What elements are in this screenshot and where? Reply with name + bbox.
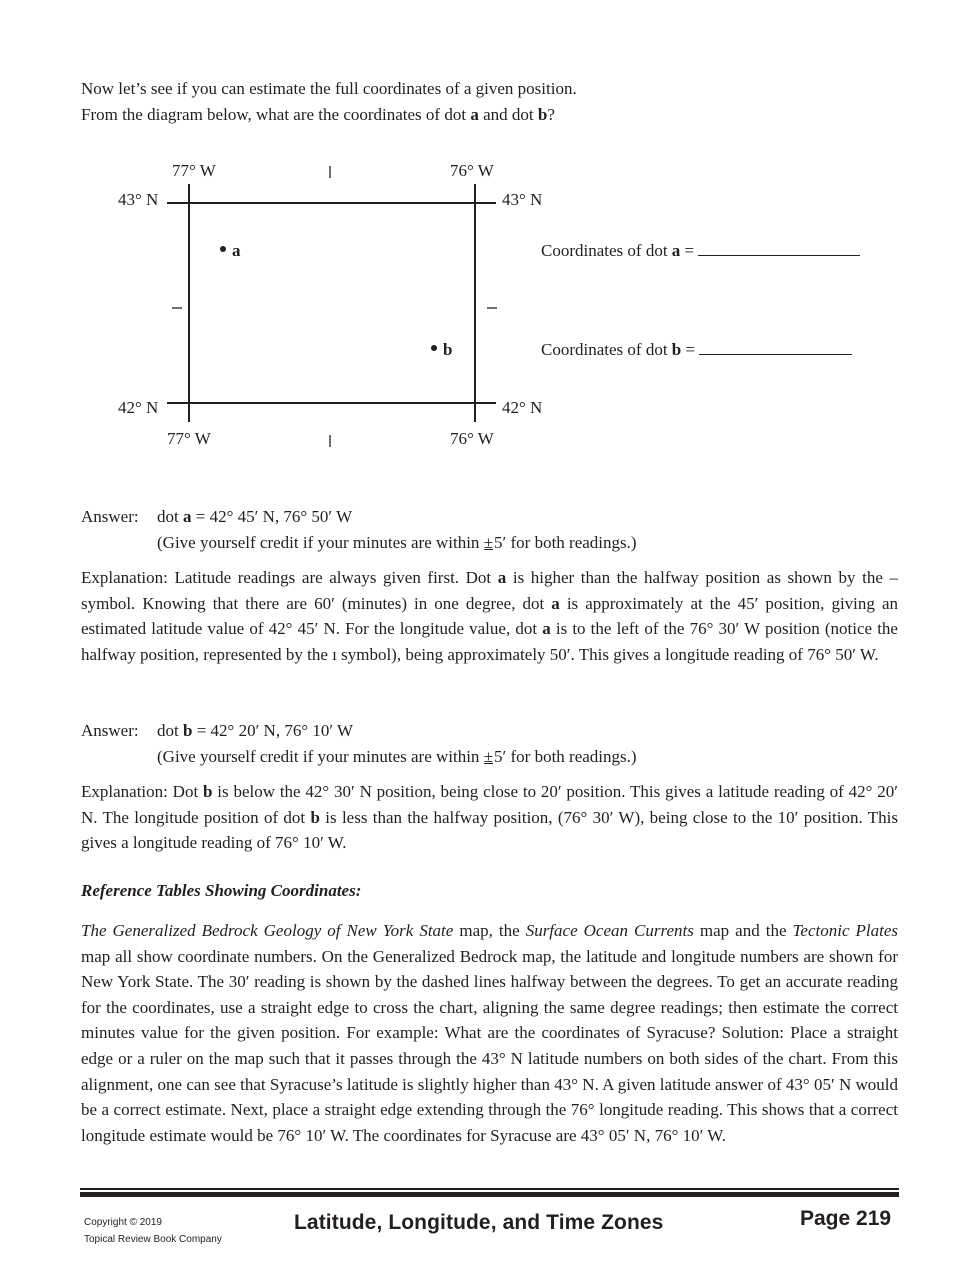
dot-a-label: a — [232, 241, 241, 260]
answer-a-block — [81, 504, 901, 556]
footer-rule-thick — [80, 1192, 899, 1197]
publisher-text: Topical Review Book Company — [84, 1234, 222, 1245]
answer-b-credit-note: (Give yourself credit if your minutes are within ±5′ for both readings.) — [157, 747, 637, 766]
intro-line-2: From the diagram below, what are the coordinates of dot a and dot b? — [81, 104, 555, 124]
footer-rule-thin — [80, 1188, 899, 1190]
answer-a-credit-note: (Give yourself credit if your minutes are within ±5′ for both readings.) — [157, 533, 637, 552]
intro-line-1: Now let’s see if you can estimate the full coordinates of a given position. — [81, 79, 577, 98]
label-left-top-lat: 43° N — [118, 190, 159, 209]
answer-a-value: dot a = 42° 45′ N, 76° 50′ W — [157, 507, 353, 526]
reference-heading: Reference Tables Showing Coordinates: — [81, 881, 362, 900]
label-top-right-lon: 76° W — [450, 161, 494, 180]
question-dot-b: Coordinates of dot b = — [541, 340, 852, 360]
copyright-text: Copyright © 2019 — [84, 1217, 162, 1228]
answer-b-block — [81, 718, 901, 770]
footer-copyright — [84, 1214, 222, 1248]
label-left-bottom-lat: 42° N — [118, 398, 159, 417]
label-right-top-lat: 43° N — [502, 190, 543, 209]
footer-page-number: Page 219 — [800, 1207, 892, 1230]
question-dot-a: Coordinates of dot a = — [541, 241, 860, 261]
label-top-left-lon: 77° W — [172, 161, 216, 180]
label-bottom-right-lon: 76° W — [450, 429, 494, 448]
dot-b-label: b — [443, 340, 453, 359]
dot-b-marker — [431, 345, 437, 351]
label-right-bottom-lat: 42° N — [502, 398, 543, 417]
answer-b-value: dot b = 42° 20′ N, 76° 10′ W — [157, 721, 354, 740]
reference-paragraph: The Generalized Bedrock Geology of New York State map, the Surface Ocean Currents map and the Tectonic Plates map all show coordinate numbers. On the Generalized Bedrock map, the latitude and longitude numbers are shown for New York State. The 30′ reading is shown by the dashed lines halfway between the degrees. To get an accurate reading for the coordinates, use a straight edge to cross the chart, aligning the same degree readings; then estimate the correct minutes value for the given position. For example: What are the coordinates of Syracuse? Solution: Place a straight edge or a ruler on the map such that it passes through the 43° N latitude numbers on both sides of the chart. From this alignment, one can see that Syracuse’s latitude is slightly higher than 43° N. A given latitude answer of 43° 05′ N would be a correct estimate. Next, place a straight edge extending through the 76° longitude reading. This shows that a correct longitude estimate would be 76° 10′ W. The coordinates for Syracuse are 43° 05′ N, 76° 10′ W. — [81, 921, 899, 1145]
coordinate-grid-diagram — [0, 0, 979, 470]
explanation-a: Explanation: Latitude readings are always given first. Dot a is higher than the halfway position as shown by the – symbol. Knowing that there are 60′ (minutes) in one degree, dot a is approximately at the 45′ position, giving an estimated latitude value of 42° 45′ N. For the longitude value, dot a is to the left of the 76° 30′ W position (notice the halfway position, represented by the ı symbol), being approximately 50′. This gives a longitude reading of 76° 50′ W. — [81, 568, 899, 664]
plus-minus-symbol: ± — [483, 533, 494, 552]
answer-b-label: Answer: — [81, 721, 139, 740]
label-bottom-left-lon: 77° W — [167, 429, 211, 448]
dot-a-marker — [220, 246, 226, 252]
explanation-b: Explanation: Dot b is below the 42° 30′ N position, being close to 20′ position. This gives a latitude reading of 42° 20′ N. The longitude position of dot b is less than the halfway position, (76° 30′ W), being close to the 10′ position. This gives a longitude reading of 76° 10′ W. — [81, 782, 899, 853]
footer-chapter-title: Latitude, Longitude, and Time Zones — [294, 1211, 664, 1234]
answer-blank-dot-a[interactable] — [698, 241, 860, 256]
answer-a-label: Answer: — [81, 507, 139, 526]
answer-blank-dot-b[interactable] — [699, 340, 852, 355]
plus-minus-symbol: ± — [483, 747, 494, 766]
